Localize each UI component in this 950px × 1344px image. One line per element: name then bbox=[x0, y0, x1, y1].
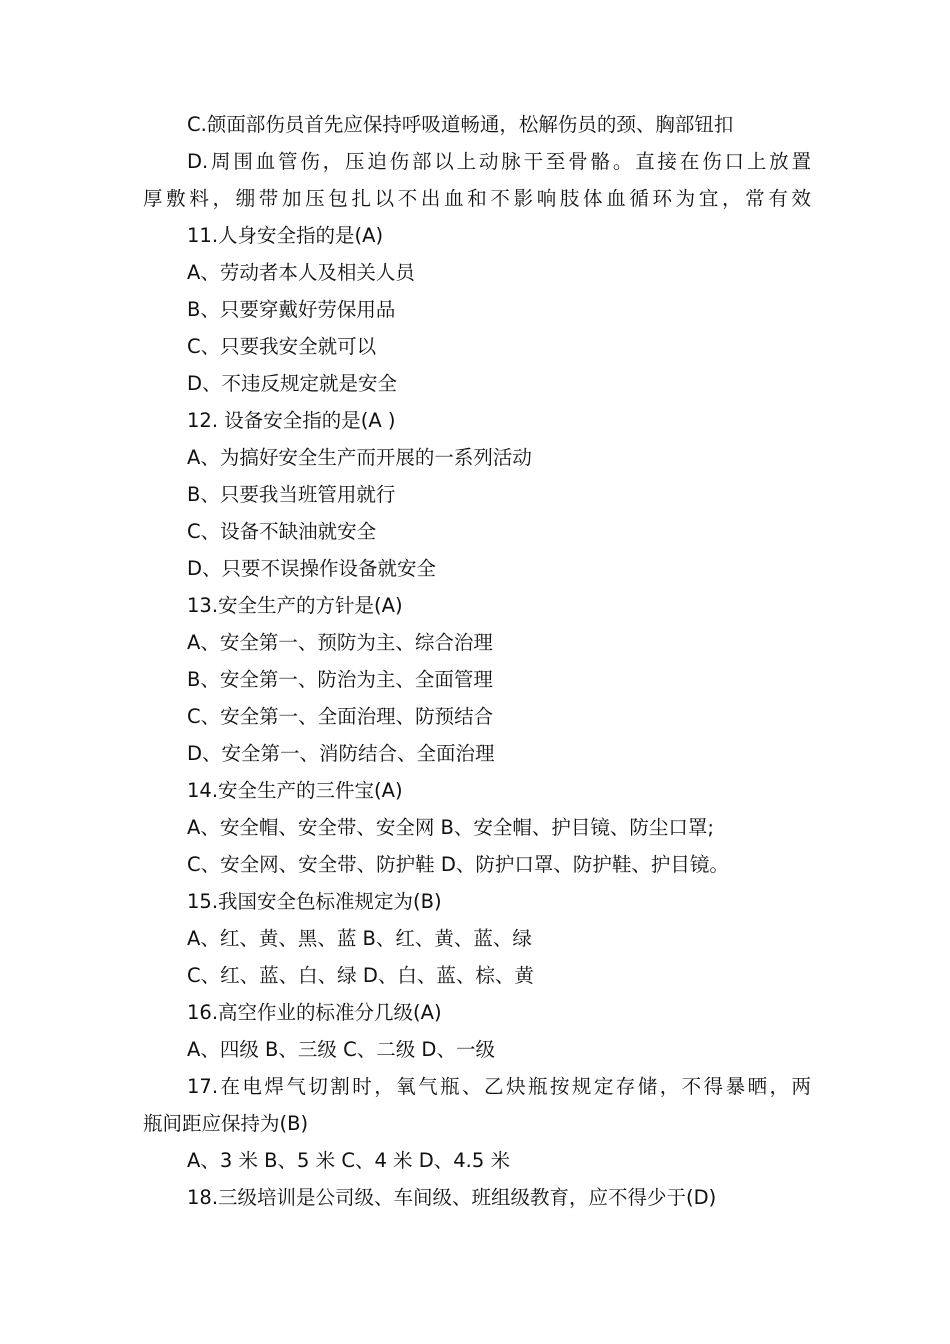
question-line: 16.高空作业的标准分几级(A) bbox=[187, 1001, 442, 1024]
question-line: 17.在电焊气切割时，氧气瓶、乙炔瓶按规定存储，不得暴晒，两 bbox=[187, 1075, 811, 1098]
option-line: A、四级 B、三级 C、二级 D、一级 bbox=[187, 1038, 495, 1061]
question-line: 13.安全生产的方针是(A) bbox=[187, 594, 403, 617]
option-line: C、只要我安全就可以 bbox=[187, 335, 377, 358]
question-line: 12. 设备安全指的是(A ) bbox=[187, 409, 396, 432]
option-line: C、安全网、安全带、防护鞋 D、防护口罩、防护鞋、护目镜。 bbox=[187, 853, 729, 876]
question-line: 瓶间距应保持为(B) bbox=[143, 1112, 309, 1135]
option-line: D、只要不误操作设备就安全 bbox=[187, 557, 437, 580]
option-line: A、3 米 B、5 米 C、4 米 D、4.5 米 bbox=[187, 1149, 510, 1172]
text-line: D.周围血管伤，压迫伤部以上动脉干至骨骼。直接在伤口上放置 bbox=[187, 150, 811, 173]
text-line: C.颌面部伤员首先应保持呼吸道畅通，松解伤员的颈、胸部钮扣 bbox=[187, 113, 734, 136]
option-line: B、只要我当班管用就行 bbox=[187, 483, 396, 506]
option-line: A、安全第一、预防为主、综合治理 bbox=[187, 631, 493, 654]
option-line: A、为搞好安全生产而开展的一系列活动 bbox=[187, 446, 532, 469]
option-line: A、安全帽、安全带、安全网 B、安全帽、护目镜、防尘口罩; bbox=[187, 816, 714, 839]
question-line: 14.安全生产的三件宝(A) bbox=[187, 779, 403, 802]
text-line: 厚敷料，绷带加压包扎以不出血和不影响肢体血循环为宜，常有效 bbox=[143, 187, 811, 210]
option-line: C、红、蓝、白、绿 D、白、蓝、棕、黄 bbox=[187, 964, 534, 987]
option-line: C、安全第一、全面治理、防预结合 bbox=[187, 705, 494, 728]
option-line: B、安全第一、防治为主、全面管理 bbox=[187, 668, 493, 691]
question-line: 15.我国安全色标准规定为(B) bbox=[187, 890, 442, 913]
option-line: A、红、黄、黑、蓝 B、红、黄、蓝、绿 bbox=[187, 927, 532, 950]
option-line: B、只要穿戴好劳保用品 bbox=[187, 298, 396, 321]
option-line: C、设备不缺油就安全 bbox=[187, 520, 377, 543]
option-line: A、劳动者本人及相关人员 bbox=[187, 261, 415, 284]
option-line: D、不违反规定就是安全 bbox=[187, 372, 398, 395]
question-line: 11.人身安全指的是(A) bbox=[187, 224, 384, 247]
document-page bbox=[143, 106, 811, 1216]
option-line: D、安全第一、消防结合、全面治理 bbox=[187, 742, 495, 765]
question-line: 18.三级培训是公司级、车间级、班组级教育，应不得少于(D) bbox=[187, 1186, 717, 1209]
